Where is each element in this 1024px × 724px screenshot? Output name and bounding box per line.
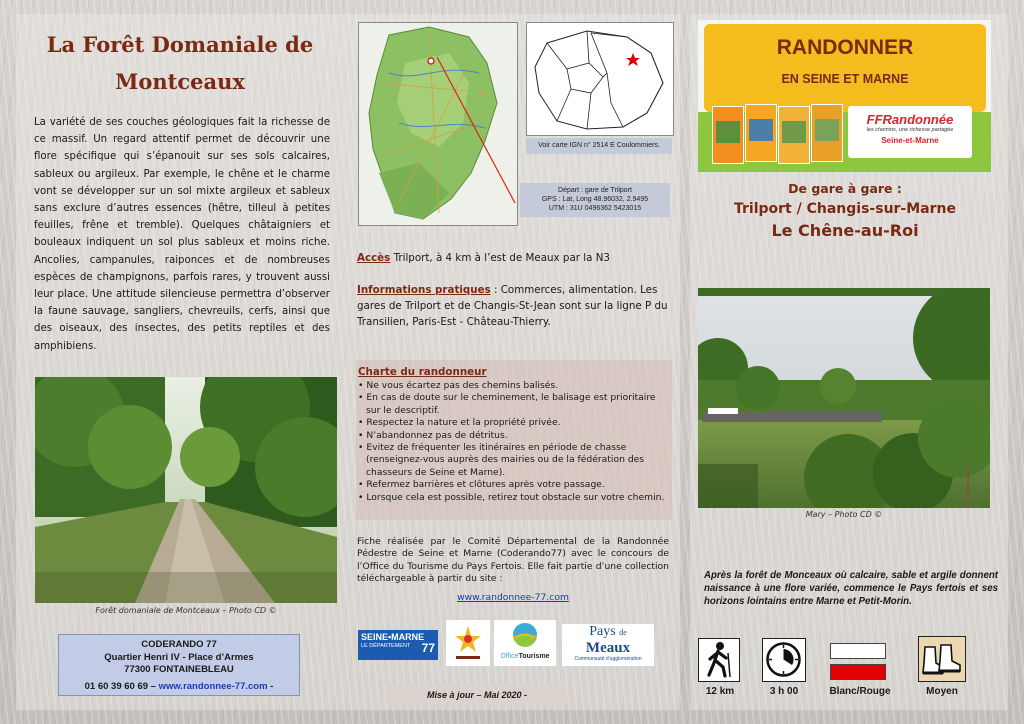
department-map: [358, 22, 518, 226]
cover-banner: [704, 24, 986, 112]
sm-logo-word1: SEINE: [361, 632, 389, 642]
list-item: • Refermez barrières et clôtures après votre passage.: [356, 479, 672, 491]
contact-phone: 01 60 39 60 69 –: [84, 680, 159, 692]
pays-logo-word2: de: [619, 628, 627, 637]
list-item: • Ne vous écartez pas des chemins balisés.: [356, 380, 672, 392]
guidebook-thumbnail: [811, 104, 843, 162]
hiker-icon: [698, 638, 740, 682]
credits-link-row: [357, 592, 669, 603]
office-logo-word1: Office: [500, 653, 519, 660]
ffrandonnee-logo: [848, 106, 972, 158]
guidebook-thumbnail: [712, 106, 744, 164]
departure-gps: GPS : Lat, Long 48.96032, 2.9495: [541, 196, 649, 203]
sm-logo-word2: MARNE: [391, 632, 425, 642]
route-heading-line1: De gare à gare :: [788, 181, 902, 196]
forest-photo-caption: Forêt domaniale de Montceaux – Photo CD ©: [95, 606, 277, 615]
list-item: • En cas de doute sur le cheminement, le balisage est prioritaire sur le descriptif.: [356, 392, 672, 417]
forest-title-line1: La Forêt Domaniale de: [46, 32, 314, 57]
contact-address1: Quartier Henri IV - Place d’Armes: [104, 651, 254, 663]
contact-suffix: -: [267, 680, 274, 692]
departure-info-box: [520, 183, 670, 217]
hiker-charter-box: [356, 360, 672, 520]
route-heading-line3: Le Chêne-au-Roi: [771, 221, 919, 240]
contact-box: [58, 634, 300, 696]
sm-logo-number: 77: [421, 641, 435, 655]
ign-map-note: Voir carte IGN n° 2514 E Coulommiers.: [526, 138, 672, 154]
route-heading-line2: Trilport / Changis-sur-Marne: [734, 201, 956, 217]
forest-path-photo: [35, 377, 337, 603]
duration-label: 3 h 00: [769, 686, 799, 697]
seine-et-marne-logo: SEINE•MARNE 77 LE DÉPARTEMENT: [358, 630, 438, 660]
contact-name: CODERANDO 77: [141, 639, 217, 650]
contact-website-link[interactable]: www.randonnee-77.com: [158, 680, 268, 692]
cover-title: RANDONNER: [776, 36, 914, 59]
practical-info-section: [357, 282, 669, 330]
list-item: • Lorsque cela est possible, retirez tout obstacle sur votre chemin.: [356, 492, 672, 504]
sm-logo-sub: LE DÉPARTEMENT: [361, 643, 411, 649]
access-text: Trilport, à 4 km à l’est de Meaux par la N3: [390, 252, 610, 264]
access-label: Accès: [357, 252, 391, 264]
river-photo-caption: Mary – Photo CD ©: [805, 510, 883, 519]
pays-logo-sub: Communauté d’agglomération: [574, 656, 642, 662]
charter-list: [356, 380, 672, 504]
cover-subtitle: EN SEINE ET MARNE: [781, 72, 909, 86]
marne-river-photo: [698, 288, 990, 508]
charter-title: Charte du randonneur: [358, 366, 487, 378]
practical-info-text: : Commerces, alimentation. Les gares de Trilport et de Changis-St-Jean sont sur la ligne P du Transilien, Paris-Est - Château-Thierry.: [357, 284, 668, 328]
boots-icon: [918, 636, 966, 682]
clock-icon: [762, 638, 806, 682]
coderando-emblem-logo: [446, 620, 490, 666]
departure-line1: Départ : gare de Trilport: [558, 187, 632, 194]
difficulty-label: Moyen: [926, 686, 958, 697]
region-locator-map: [526, 22, 674, 136]
forest-title: [40, 26, 320, 100]
pays-de-meaux-logo: [562, 624, 654, 666]
practical-info-label: Informations pratiques: [357, 284, 491, 296]
route-heading: [700, 180, 990, 242]
departure-utm: UTM : 31U 0496362 5423015: [548, 205, 642, 212]
contact-line: [59, 681, 299, 694]
credits-website-link[interactable]: www.randonnee-77.com: [457, 592, 569, 603]
white-marker: [830, 643, 886, 659]
ffr-region: Seine-et-Marne: [881, 136, 939, 145]
forest-title-line2: Montceaux: [115, 69, 245, 94]
guidebook-thumbnail: [778, 106, 810, 164]
pays-logo-word1: Pays: [589, 624, 616, 639]
list-item: • Evitez de fréquenter les itinéraires en période de chasse (renseignez-vous auprès des mairies ou de la fédération des chasseurs de Seine et Marne).: [356, 442, 672, 479]
red-marker: [830, 664, 886, 680]
route-description: Après la forêt de Monceaux où calcaire, sable et argile donnent naissance à une flore variée, commence le Pays fertois et ses horizons lointains entre Marne et Petit-Morin.: [704, 570, 998, 607]
office-logo-word2: Tourisme: [518, 653, 550, 660]
list-item: • Respectez la nature et la propriété privée.: [356, 417, 672, 429]
guide-cover: [698, 20, 991, 172]
list-item: • N’abandonnez pas de détritus.: [356, 430, 672, 442]
guidebook-thumbnails: [712, 104, 842, 166]
ffr-tagline: les chemins, une richesse partagée: [866, 127, 954, 133]
distance-label: 12 km: [705, 686, 735, 697]
waymark-label: Blanc/Rouge: [829, 686, 891, 697]
guidebook-thumbnail: [745, 104, 777, 162]
credits-text: Fiche réalisée par le Comité Départemental de la Randonnée Pédestre de Seine et Marne (Coderando77) avec le concours de l’Office du Tourisme du Pays Fertois. Elle fait partie d’une collection téléchargeable à partir du site :: [357, 536, 669, 585]
contact-address2: 77300 FONTAINEBLEAU: [124, 664, 234, 675]
ffr-brand: FFRandonnée: [866, 112, 954, 127]
access-section: [357, 250, 669, 266]
update-date: Mise à jour – Mai 2020 -: [388, 684, 566, 706]
forest-intro: La variété de ses couches géologiques fait la richesse de ce massif. Un regard attentif permet de découvrir une flore spécifique qui s’épanouit sur ses sols calcaires, sableux ou argileux. Par exemple, le chêne et le charme vont se développer sur un sol mixte argileux et sableux sans exclure d’autres essences (hêtre, tilleul à petites feuilles, frêne et tremble). Quelques châtaigniers et bouleaux indiquent un sol plus sableux et moins riche. Ancolies, campanules, raiponces et de nombreuses espèces de champignons, parfois rares, y trouvent aussi leur place. Une attitude silencieuse permettra d’observer la faune sauvage, sangliers, chevreuils, cerfs, ainsi que des oiseaux, des insectes, des petits reptiles et des amphibiens.: [34, 117, 330, 352]
office-tourisme-logo: [494, 620, 556, 666]
pays-logo-word3: Meaux: [585, 640, 631, 656]
